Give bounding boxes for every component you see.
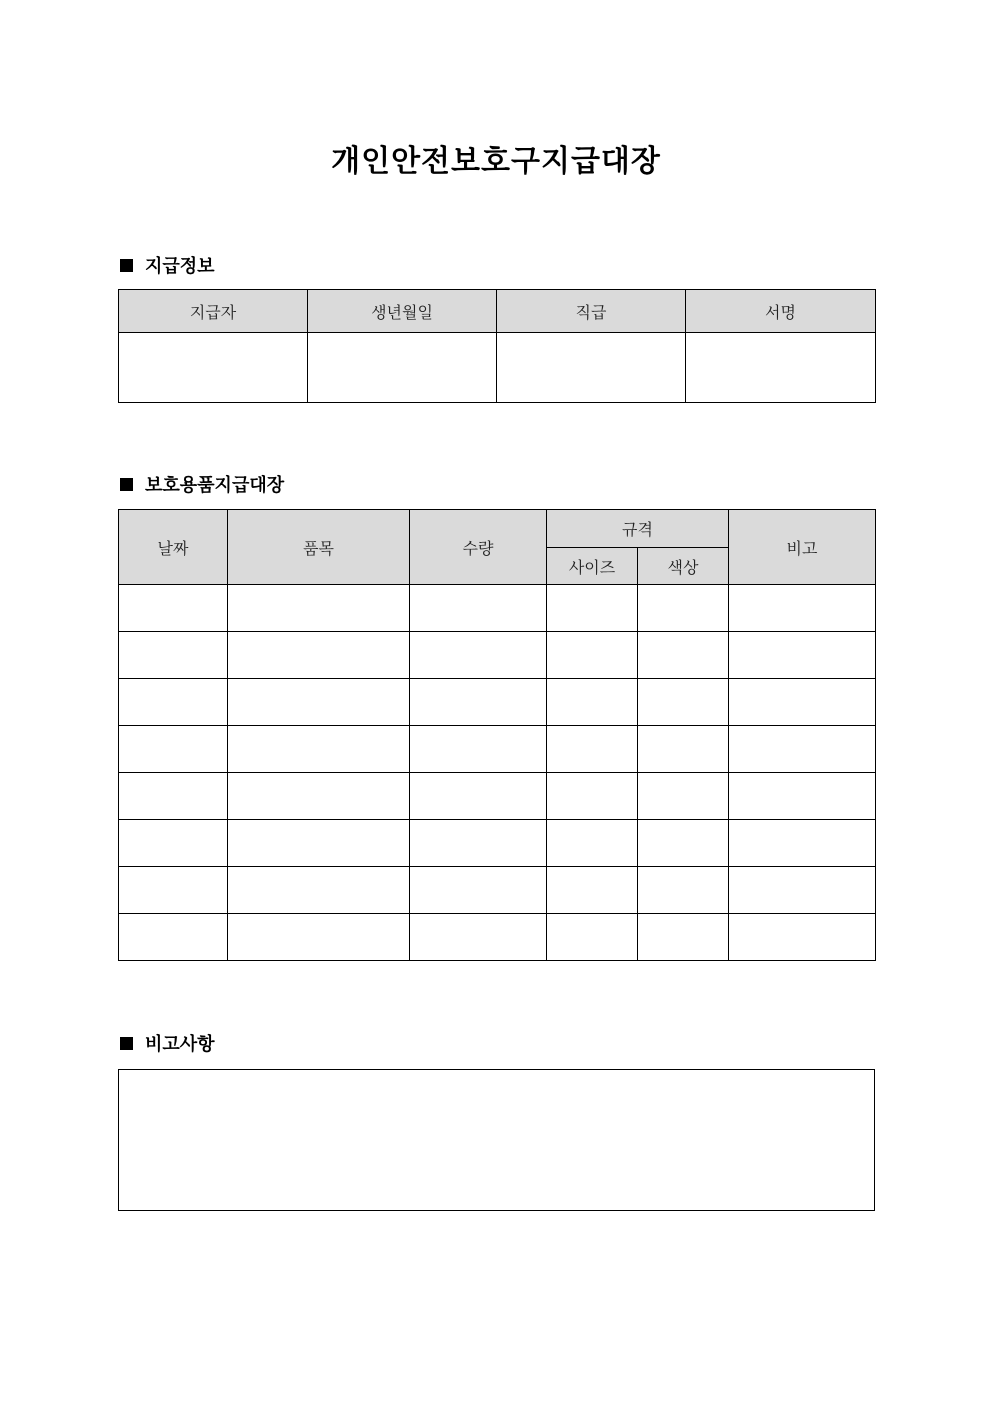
table-row xyxy=(119,585,876,632)
quantity-cell[interactable] xyxy=(410,773,547,820)
size-cell[interactable] xyxy=(547,820,638,867)
issuer-info-table xyxy=(118,289,876,403)
header-size: 사이즈 xyxy=(547,548,638,585)
quantity-cell[interactable] xyxy=(410,632,547,679)
header-rank: 직급 xyxy=(497,290,686,333)
header-quantity: 수량 xyxy=(410,510,547,585)
quantity-cell[interactable] xyxy=(410,585,547,632)
date-cell[interactable] xyxy=(119,632,228,679)
item-cell[interactable] xyxy=(228,585,410,632)
table-row xyxy=(119,726,876,773)
date-cell[interactable] xyxy=(119,867,228,914)
header-birthdate: 생년월일 xyxy=(308,290,497,333)
quantity-cell[interactable] xyxy=(410,726,547,773)
size-cell[interactable] xyxy=(547,914,638,961)
header-date: 날짜 xyxy=(119,510,228,585)
table-row xyxy=(119,914,876,961)
date-cell[interactable] xyxy=(119,773,228,820)
size-cell[interactable] xyxy=(547,773,638,820)
section-remarks-heading xyxy=(120,1031,215,1055)
rank-cell[interactable] xyxy=(497,333,686,403)
color-cell[interactable] xyxy=(638,585,729,632)
quantity-cell[interactable] xyxy=(410,820,547,867)
issuer-cell[interactable] xyxy=(119,333,308,403)
quantity-cell[interactable] xyxy=(410,914,547,961)
note-cell[interactable] xyxy=(729,914,876,961)
section-remarks-label: 비고사항 xyxy=(145,1034,215,1055)
signature-cell[interactable] xyxy=(686,333,876,403)
date-cell[interactable] xyxy=(119,914,228,961)
item-cell[interactable] xyxy=(228,867,410,914)
table-row xyxy=(119,867,876,914)
note-cell[interactable] xyxy=(729,820,876,867)
color-cell[interactable] xyxy=(638,867,729,914)
table-row xyxy=(119,820,876,867)
section-info-label: 지급정보 xyxy=(145,256,215,277)
table-row xyxy=(119,679,876,726)
remarks-box[interactable] xyxy=(118,1069,875,1211)
size-cell[interactable] xyxy=(547,679,638,726)
item-cell[interactable] xyxy=(228,679,410,726)
quantity-cell[interactable] xyxy=(410,679,547,726)
note-cell[interactable] xyxy=(729,726,876,773)
size-cell[interactable] xyxy=(547,585,638,632)
header-issuer: 지급자 xyxy=(119,290,308,333)
square-bullet-icon xyxy=(120,478,133,491)
note-cell[interactable] xyxy=(729,632,876,679)
note-cell[interactable] xyxy=(729,773,876,820)
protective-items-table xyxy=(118,509,876,961)
table-row xyxy=(119,632,876,679)
color-cell[interactable] xyxy=(638,726,729,773)
color-cell[interactable] xyxy=(638,632,729,679)
note-cell[interactable] xyxy=(729,867,876,914)
header-note: 비고 xyxy=(729,510,876,585)
square-bullet-icon xyxy=(120,1037,133,1050)
birthdate-cell[interactable] xyxy=(308,333,497,403)
color-cell[interactable] xyxy=(638,773,729,820)
section-items-heading xyxy=(120,472,284,496)
item-cell[interactable] xyxy=(228,820,410,867)
note-cell[interactable] xyxy=(729,679,876,726)
size-cell[interactable] xyxy=(547,867,638,914)
date-cell[interactable] xyxy=(119,585,228,632)
header-signature: 서명 xyxy=(686,290,876,333)
page-title: 개인안전보호구지급대장 xyxy=(331,144,661,179)
size-cell[interactable] xyxy=(547,632,638,679)
section-items-label: 보호용품지급대장 xyxy=(145,475,285,496)
date-cell[interactable] xyxy=(119,679,228,726)
table-row xyxy=(119,773,876,820)
item-cell[interactable] xyxy=(228,773,410,820)
color-cell[interactable] xyxy=(638,914,729,961)
header-spec: 규격 xyxy=(547,510,729,548)
color-cell[interactable] xyxy=(638,820,729,867)
square-bullet-icon xyxy=(120,259,133,272)
note-cell[interactable] xyxy=(729,585,876,632)
header-color: 색상 xyxy=(638,548,729,585)
size-cell[interactable] xyxy=(547,726,638,773)
item-cell[interactable] xyxy=(228,914,410,961)
header-item: 품목 xyxy=(228,510,410,585)
item-cell[interactable] xyxy=(228,726,410,773)
quantity-cell[interactable] xyxy=(410,867,547,914)
date-cell[interactable] xyxy=(119,820,228,867)
item-cell[interactable] xyxy=(228,632,410,679)
date-cell[interactable] xyxy=(119,726,228,773)
section-info-heading xyxy=(120,253,215,277)
color-cell[interactable] xyxy=(638,679,729,726)
